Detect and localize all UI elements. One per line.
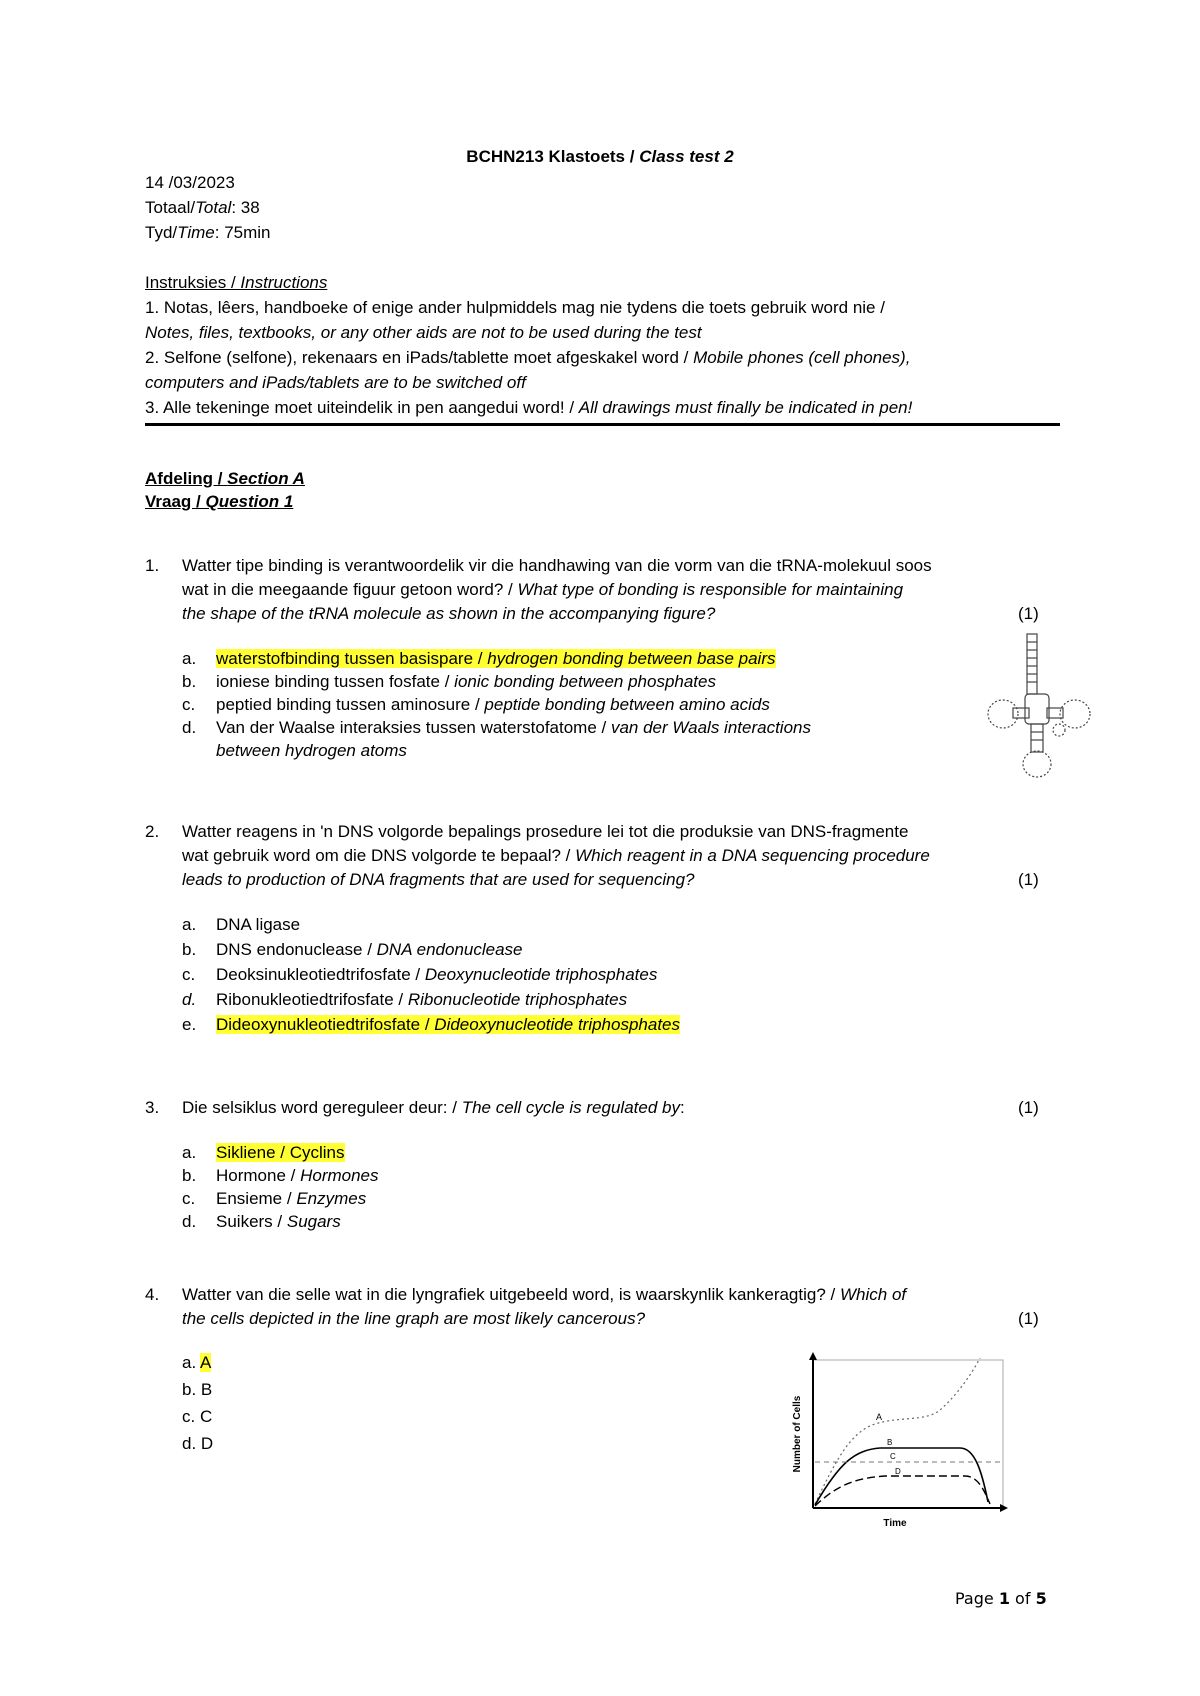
q2-line-1: Watter reagens in 'n DNS volgorde bepalings prosedure lei tot die produksie van DNS-fragmente [182, 822, 909, 841]
y-axis-arrow [809, 1352, 817, 1360]
series-a-line [815, 1358, 980, 1504]
q2-option-e: e. Dideoxynukleotiedtrifosfate / Dideoxynucleotide triphosphates [182, 1015, 681, 1034]
q2-mark: (1) [1018, 870, 1039, 889]
q3-option-a: a. Sikliene / Cyclins [182, 1143, 345, 1162]
q1-option-a: a. waterstofbinding tussen basispare / hydrogen bonding between base pairs [182, 649, 776, 668]
series-b-line [815, 1448, 988, 1505]
q1-option-b: b. ioniese binding tussen fosfate / ionic bonding between phosphates [182, 672, 716, 691]
x-axis-label: Time [883, 1518, 907, 1529]
q1-option-d: d. Van der Waalse interaksies tussen waterstofatome / van der Waals interactions [182, 718, 811, 737]
q2-option-d: d. Ribonukleotiedtrifosfate / Ribonucleotide triphosphates [182, 990, 628, 1009]
q3-mark: (1) [1018, 1098, 1039, 1117]
series-d-label: D [895, 1467, 901, 1476]
question-heading: Vraag / Question 1 [145, 492, 294, 511]
q4-line-1: Watter van die selle wat in die lyngrafiek uitgebeeld word, is waarskynlik kankeragtig? / Which of [182, 1285, 907, 1304]
q2-option-b: b. DNS endonuclease / DNA endonuclease [182, 940, 523, 959]
q2-option-c: c. Deoksinukleotiedtrifosfate / Deoxynucleotide triphosphates [182, 965, 658, 984]
test-date: 14 /03/2023 [145, 173, 235, 192]
page-title: BCHN213 Klastoets / Class test 2 [466, 147, 734, 166]
q2-line-2: wat gebruik word om die DNS volgorde te bepaal? / Which reagent in a DNA sequencing procedure [182, 846, 930, 865]
instruction-2-af: 2. Selfone (selfone), rekenaars en iPads/tablette moet afgeskakel word / Mobile phones (cell phones), [145, 348, 911, 367]
chart-frame [813, 1360, 1003, 1508]
q2-option-a: a. DNA ligase [182, 915, 301, 934]
cell-growth-chart [770, 1352, 1010, 1532]
q4-line-2: the cells depicted in the line graph are most likely cancerous? [182, 1309, 646, 1328]
q3-option-d: d. Suikers / Sugars [182, 1212, 341, 1231]
q4-option-b: b. B [182, 1380, 213, 1399]
instruction-3: 3. Alle tekeninge moet uiteindelik in pen aangedui word! / All drawings must finally be indicated in pen! [145, 398, 913, 417]
series-d-line [815, 1476, 990, 1506]
q4-option-c: c. C [182, 1407, 213, 1426]
section-heading: Afdeling / Section A [145, 469, 305, 488]
x-axis-arrow [1000, 1504, 1008, 1512]
q4-option-a: a. A [182, 1353, 212, 1372]
instruction-2-en: computers and iPads/tablets are to be switched off [145, 373, 526, 392]
series-b-label: B [887, 1438, 893, 1447]
q3-option-b: b. Hormone / Hormones [182, 1166, 379, 1185]
q2-line-3: leads to production of DNA fragments that are used for sequencing? [182, 870, 695, 889]
q3-option-c: c. Ensieme / Enzymes [182, 1189, 367, 1208]
q3-line-1: Die selsiklus word gereguleer deur: / The cell cycle is regulated by: [182, 1098, 685, 1117]
q3-number: 3. [145, 1098, 160, 1117]
q1-option-c: c. peptied binding tussen aminosure / peptide bonding between amino acids [182, 695, 770, 714]
y-axis-label: Number of Cells [792, 1395, 803, 1473]
instruction-1-en: Notes, files, textbooks, or any other aids are not to be used during the test [145, 323, 702, 342]
q4-option-d: d. D [182, 1434, 214, 1453]
q1-number: 1. [145, 556, 160, 575]
q1-line-3: the shape of the tRNA molecule as shown in the accompanying figure? [182, 604, 716, 623]
total-marks: Totaal/Total: 38 [145, 198, 260, 217]
q1-option-d-cont: between hydrogen atoms [216, 741, 407, 760]
time-allowed: Tyd/Time: 75min [145, 223, 271, 242]
trna-figure [985, 632, 1095, 782]
q1-line-1: Watter tipe binding is verantwoordelik vir die handhawing van die vorm van die tRNA-molekuul soos [182, 556, 932, 575]
instruction-1-af: 1. Notas, lêers, handboeke of enige ander hulpmiddels mag nie tydens die toets gebruik word nie / [145, 298, 885, 317]
q2-number: 2. [145, 822, 160, 841]
q4-mark: (1) [1018, 1309, 1039, 1328]
page-number: Page 1 of 5 [955, 1589, 1047, 1608]
q4-number: 4. [145, 1285, 160, 1304]
series-a-label: A [876, 1412, 883, 1422]
series-c-label: C [890, 1452, 896, 1461]
divider [145, 423, 1060, 426]
trna-acceptor-stem [1027, 634, 1037, 694]
q1-mark: (1) [1018, 604, 1039, 623]
instructions-heading: Instruksies / Instructions [145, 273, 328, 292]
q1-line-2: wat in die meegaande figuur getoon word? / What type of bonding is responsible for maintaining [182, 580, 904, 599]
